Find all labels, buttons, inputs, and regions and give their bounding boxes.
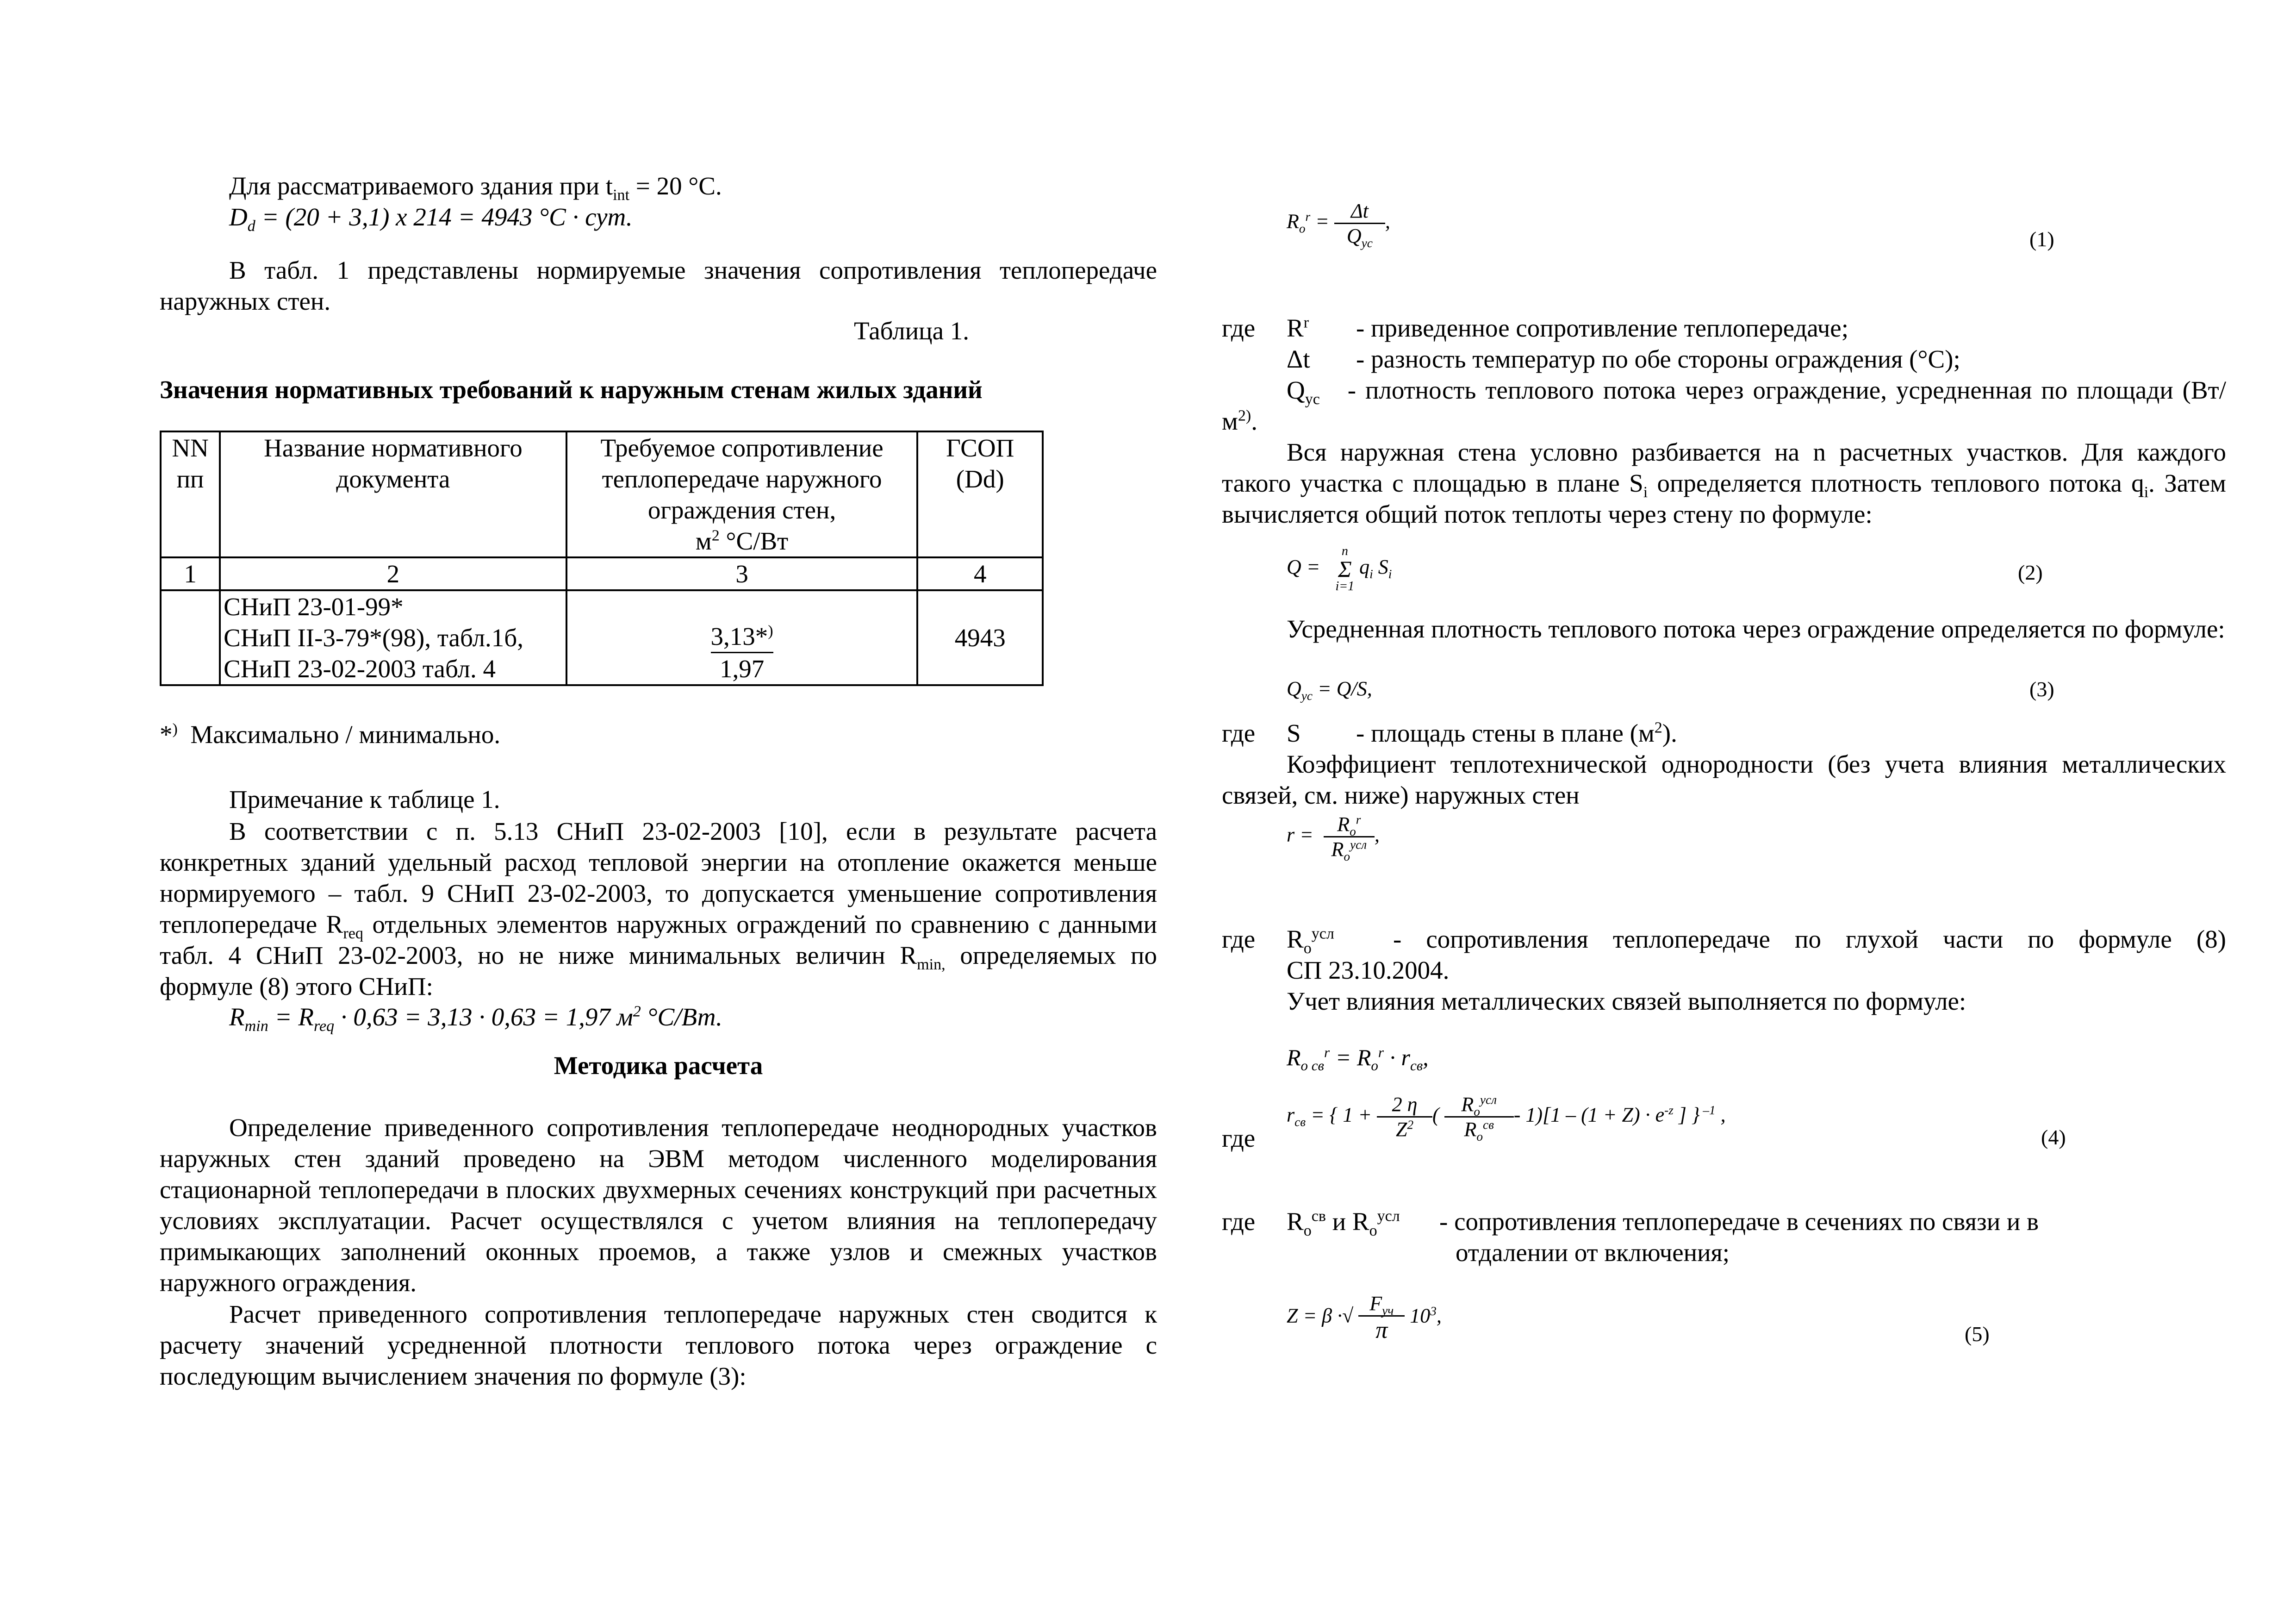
- equation-number-2: (2): [2018, 561, 2043, 584]
- table-row: [161, 590, 1043, 685]
- header-gsop: ГСОП (Dd): [917, 431, 1043, 557]
- table-cell-values: $\frac{3,13*^)}{1,97}$: [566, 590, 918, 685]
- table-number-row: [161, 557, 1043, 590]
- formula-1: $R_o^r$ = $\frac{\Delta t}{Q_{ус}}$ ,: [1287, 200, 1390, 250]
- header-doc-name: Название нормативного документа: [220, 431, 566, 557]
- norm-table: [160, 431, 1044, 686]
- note-paragraph: В соответствии с п. 5.13 СНиП 23-02-2003 [10], если в результате расчета конкретных зданий удельный расход тепловой энергии на отопление окажется меньше нормируемого – табл. 9 СНиП 23-02-2003, то допускается уменьшение сопротивления теплопередаче $R_{req}$ отдельных элементов наружных ограждений по сравнению с данными табл. 4 СНиП 23-02-2003, но не ниже минимальных величин $R_{min,}$ определяемых по формуле (8) этого СНиП:: [160, 817, 1157, 1000]
- table-cell-gsop: 4943: [917, 590, 1043, 685]
- def-rusl-text: - сопротивления теплопередаче по глухой части по формуле (8): [1393, 925, 2226, 953]
- paragraph-intro: Для рассматриваемого здания при $t_{int} = 20$ °С.: [229, 172, 722, 204]
- table-caption: Таблица 1.: [854, 317, 969, 345]
- paragraph-metal: Учет влияния металлических связей выполняется по формуле:: [1287, 987, 1966, 1015]
- equation-number-4: (4): [2041, 1125, 2066, 1149]
- paragraph-sections: Вся наружная стена условно разбивается на n расчетных участков. Для каждого такого участка с площадью в плане $S_i$ определяется плотность теплового потока $q_i$. Затем вычисляется общий поток теплоты через стену по формуле:: [1222, 438, 2226, 528]
- formula-r: r = $\frac{R_o^r}{R_o^{усл}}$ ,: [1287, 812, 1380, 863]
- table-cell: 3: [566, 557, 918, 590]
- def-rusl-continuation: СП 23.10.2004.: [1287, 956, 1450, 984]
- table-cell: 1: [161, 557, 220, 590]
- def-rsv-continuation: отдалении от включения;: [1456, 1238, 1730, 1267]
- where-label: где: [1222, 1207, 1256, 1236]
- paragraph-average: Усредненная плотность теплового потока через ограждение определяется по формуле:: [1287, 615, 2225, 643]
- def-rusl-symbol: $R_o^{усл}$: [1287, 925, 1334, 957]
- where-label: где: [1222, 925, 1256, 953]
- table-header-row: [161, 431, 1043, 557]
- def-dt-text: - разность температур по обе стороны ограждения (°С);: [1356, 345, 1960, 373]
- where-label: где: [1222, 314, 1256, 342]
- table-cell: 2: [220, 557, 566, 590]
- def-s-symbol: S: [1287, 719, 1301, 747]
- equation-number-5: (5): [1965, 1322, 1990, 1346]
- def-s-text: - площадь стены в плане $(м^2)$.: [1356, 719, 1677, 747]
- def-q-paragraph: $Q_{ус}$ - плотность теплового потока через ограждение, усредненная по площади ($Вт/м^{2)}$.: [1222, 376, 2227, 435]
- table-title: Значения нормативных требований к наружным стенам жилых зданий: [160, 375, 983, 404]
- note-title: Примечание к таблице 1.: [229, 785, 500, 813]
- table-cell: [161, 590, 220, 685]
- where-label: где: [1222, 719, 1256, 747]
- paragraph-coefficient: Коэффициент теплотехнической однородности (без учета влияния металлических связей, см. ниже) наружных стен: [1222, 750, 2226, 809]
- formula-2: Q = n Σ i=1 $q_i$ $S_i$: [1287, 544, 1392, 593]
- table-cell: 4: [917, 557, 1043, 590]
- method-heading: Методика расчета: [554, 1051, 763, 1080]
- def-rr-text: - приведенное сопротивление теплопередаче;: [1356, 314, 1848, 342]
- equation-number-1: (1): [2029, 227, 2054, 251]
- formula-r-sv: $R_{o св}^r = R_o^r \cdot r_{св}$,: [1287, 1044, 1429, 1074]
- method-paragraph-2: Расчет приведенного сопротивления теплопередаче наружных стен сводится к расчету значений усредненной плотности теплового потока через ограждение с последующим вычислением значения по формуле (3):: [160, 1300, 1157, 1390]
- equation-number-3: (3): [2029, 677, 2054, 701]
- paragraph-table-intro: В табл. 1 представлены нормируемые значения сопротивления теплопередаче наружных стен.: [160, 256, 1157, 315]
- def-rr-symbol: $R^r$: [1287, 314, 1309, 342]
- def-rsv-text: - сопротивления теплопередаче в сечениях по связи и в: [1439, 1207, 2039, 1236]
- where-label: где: [1222, 1124, 1256, 1152]
- rmin-formula: $R_{min} = R_{req} \cdot 0,63 = 3,13 \cdot 0,63 = 1,97$ $м^2$ °С/Вт.: [229, 1003, 722, 1035]
- table-footnote: *) Максимально / минимально.: [160, 720, 501, 749]
- table-cell-docs: СНиП 23-01-99* СНиП II-3-79*(98), табл.1б, СНиП 23-02-2003 табл. 4: [220, 590, 566, 685]
- header-nn: NN пп: [161, 431, 220, 557]
- def-dt-symbol: Δt: [1287, 345, 1310, 373]
- formula-4: $r_{св}$ = { 1 + $\frac{2 \eta}{Z^2}$ ( $\frac{R_o^{усл}}{R_o^{св}}$ - $1)[1 - (1 + Z) \cdot e^{-z}$ ] } $^{-1}$ ,: [1287, 1093, 1726, 1143]
- formula-3: $Q_{ус} = Q/S$,: [1287, 677, 1372, 703]
- formula-5: Z = β ·√ $\frac{F_{уч}}{\pi}$ $10^3$,: [1287, 1292, 1442, 1343]
- header-required-resistance: Требуемое сопротивление теплопередаче наружного ограждения стен, $м^2$ °С/Вт: [566, 431, 918, 557]
- def-rsv-symbols: $R_o^{св}$ и $R_o^{усл}$: [1287, 1207, 1400, 1239]
- method-paragraph-1: Определение приведенного сопротивления теплопередаче неоднородных участков наружных стен зданий проведено на ЭВМ методом численного моделирования стационарной теплопередачи в плоских двухмерных сечениях конструкций при расчетных условиях эксплуатации. Расчет осуществлялся с учетом влияния на теплопередачу примыкающих заполнений оконных проемов, а также узлов и смежных участков наружного ограждения.: [160, 1113, 1157, 1297]
- dd-formula: $D_d = (20 + 3,1)$ x 214 = 4943 °С · сут.: [229, 203, 633, 235]
